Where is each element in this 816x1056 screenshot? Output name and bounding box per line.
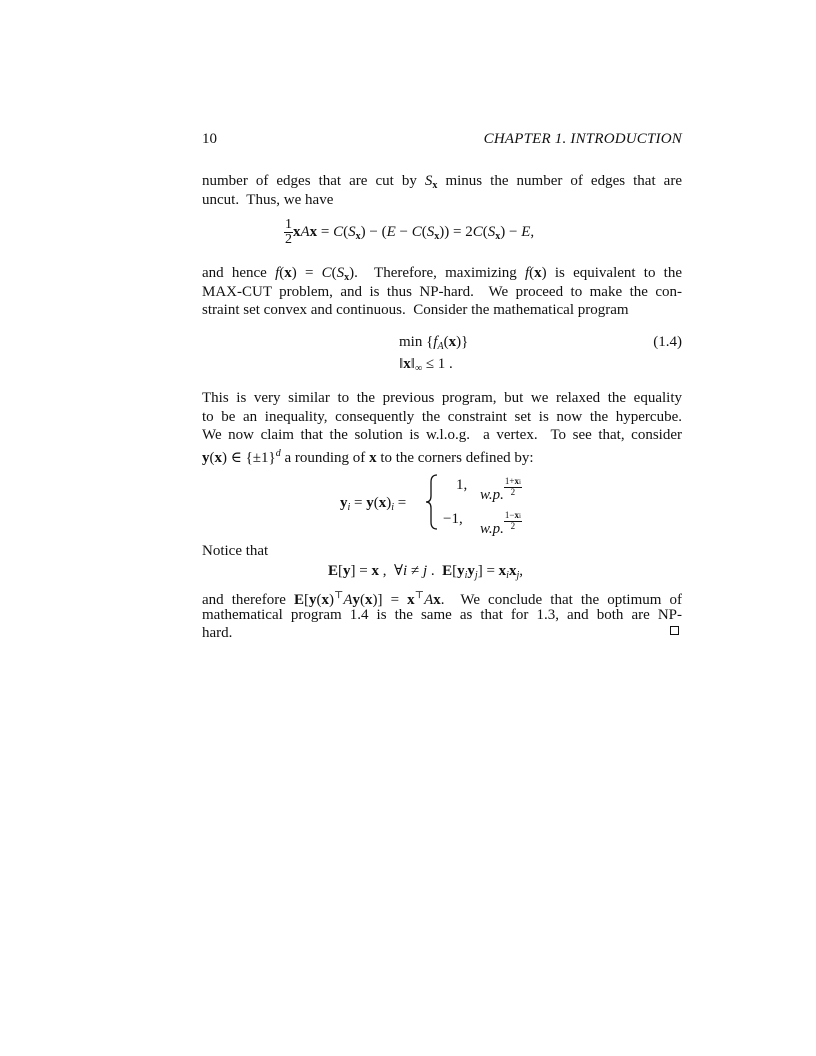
paragraph-2-line-1: and hence $f(x) = C(S_x)$. Therefore, maximizing f(x) is equivalent to the bbox=[202, 265, 682, 283]
qed-symbol bbox=[670, 626, 679, 635]
program-objective: $\min \{f_A(x)\}$ bbox=[399, 334, 469, 352]
case-1-probability: w.p. $\frac{1+xi}{2}$ bbox=[480, 476, 521, 503]
paragraph-1-line-1: number of edges that are cut by $S_x$ minus the number of edges that are bbox=[202, 173, 682, 191]
paragraph-4 bbox=[202, 542, 682, 561]
paragraph-1-line-2: uncut. Thus, we have bbox=[202, 191, 334, 208]
expectation-equation: E[y] = x , ∀i ≠ j . $E[y_iy_j] = x_ix_j$, bbox=[328, 563, 523, 581]
paragraph-3-line-3: We now claim that the solution is w.l.o.g. a vertex. To see that, consider bbox=[202, 427, 682, 443]
paragraph-5 bbox=[202, 587, 682, 643]
fraction-half: $\frac{1}{2}$ bbox=[285, 217, 292, 247]
case-2-probability: w.p. $\frac{1-xi}{2}$ bbox=[480, 510, 521, 537]
paragraph-2 bbox=[202, 264, 682, 320]
equation-cut-value: $\frac{1}{2}$ xAx = $C(S_x) - (E - C(S_x)) = 2C(S_x) - E$, bbox=[285, 217, 535, 247]
case-2-value: −1, bbox=[443, 511, 463, 527]
case-1-value: 1, bbox=[456, 477, 468, 493]
notice-text: Notice that bbox=[202, 543, 269, 559]
rounding-lhs: $y_i = y(x)_i$ = bbox=[340, 495, 407, 513]
paragraph-2-line-3: straint set convex and continuous. Consider the mathematical program bbox=[202, 302, 629, 318]
left-brace bbox=[425, 474, 439, 530]
paragraph-1 bbox=[202, 172, 682, 209]
chapter-title: CHAPTER 1. INTRODUCTION bbox=[483, 131, 682, 147]
paragraph-5-line-3: hard. bbox=[202, 625, 233, 641]
program-constraint: $‖x‖_\infty \le 1$ . bbox=[399, 356, 453, 374]
equation-label-1-4: (1.4) bbox=[653, 334, 682, 350]
page-header bbox=[202, 131, 682, 151]
paragraph-5-line-1: and therefore E[y(x)⊤Ay(x)] = x⊤Ax. We conclude that the optimum of bbox=[202, 590, 682, 608]
paragraph-3-line-4: y(x) ∈ $\{\pm 1\}^d$ a rounding of x to the corners defined by: bbox=[202, 447, 534, 466]
document-page bbox=[202, 0, 682, 1056]
paragraph-2-line-2: MAX-CUT problem, and is thus NP-hard. We proceed to make the con- bbox=[202, 283, 682, 300]
paragraph-3-line-1: This is very similar to the previous program, but we relaxed the equality bbox=[202, 390, 682, 406]
paragraph-5-line-2: mathematical program 1.4 is the same as that for 1.3, and both are NP- bbox=[202, 606, 682, 623]
paragraph-3 bbox=[202, 389, 682, 466]
page-number: 10 bbox=[202, 131, 217, 147]
paragraph-3-line-2: to be an inequality, consequently the constraint set is now the hypercube. bbox=[202, 408, 682, 425]
